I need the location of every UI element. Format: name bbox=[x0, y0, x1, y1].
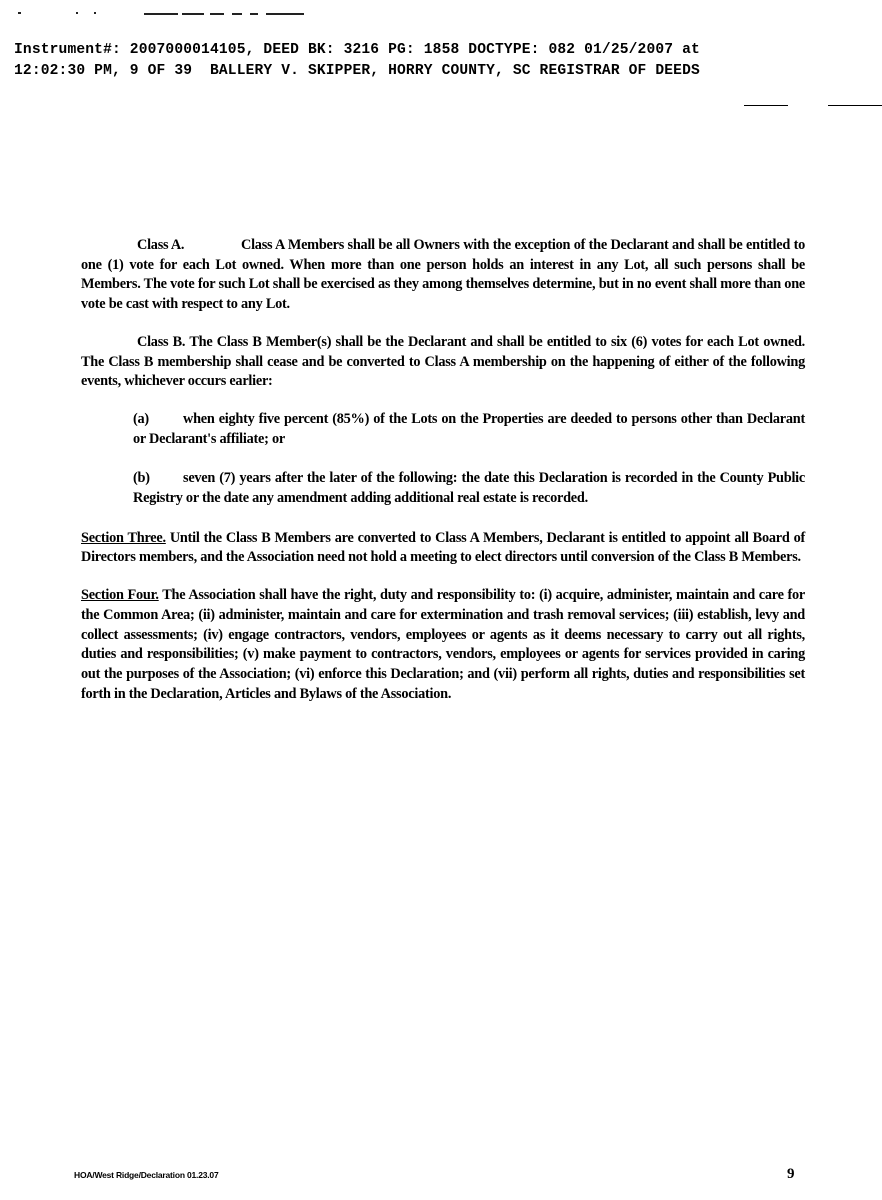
recording-stamp-line2: 12:02:30 PM, 9 OF 39 BALLERY V. SKIPPER, HORRY COUNTY, SC REGISTRAR OF DEEDS bbox=[14, 63, 700, 79]
class-a-text: Class A Members shall be all Owners with the exception of the Declarant and shall be entitled to one (1) vote for each Lot owned. When more than one person holds an interest in any Lot, all such persons shall be Members. The vote for such Lot shall be exercised as they among themselves determine, but in no event shall more than one vote be cast with respect to any Lot. bbox=[81, 237, 805, 313]
class-a-paragraph bbox=[81, 236, 805, 315]
class-b-paragraph bbox=[81, 333, 805, 392]
section-three-heading: Section Three. bbox=[81, 529, 166, 546]
page-number: 9 bbox=[787, 1166, 795, 1182]
event-text: seven (7) years after the later of the following: the date this Declaration is recorded in the County Public Registry or the date any amendment adding additional real estate is recorded. bbox=[133, 470, 805, 507]
class-b-event-a bbox=[133, 410, 805, 449]
event-text: when eighty five percent (85%) of the Lots on the Properties are deeded to persons other than Declarant or Declarant's affiliate; or bbox=[133, 410, 805, 447]
footer-file-label: HOA/West Ridge/Declaration 01.23.07 bbox=[74, 1170, 219, 1180]
event-marker: (a) bbox=[133, 410, 149, 427]
class-b-text: The Class B Member(s) shall be the Declarant and shall be entitled to six (6) votes for each Lot owned. The Class B membership shall cease and be converted to Class A membership on the happening of either of the following events, whichever occurs earlier: bbox=[81, 333, 805, 390]
document-body bbox=[81, 236, 805, 722]
class-a-heading: Class A. bbox=[137, 237, 185, 253]
class-b-heading: Class B. bbox=[137, 333, 186, 350]
recording-stamp-line1: Instrument#: 2007000014105, DEED BK: 3216 PG: 1858 DOCTYPE: 082 01/25/2007 at bbox=[14, 42, 700, 58]
recording-stamp bbox=[14, 40, 874, 82]
section-three-text: Until the Class B Members are converted to Class A Members, Declarant is entitled to appoint all Board of Directors members, and the Association need not hold a meeting to elect directors until conversion of the Class B Members. bbox=[81, 529, 805, 566]
class-b-event-b bbox=[133, 469, 805, 508]
event-marker: (b) bbox=[133, 470, 150, 487]
section-three-paragraph bbox=[81, 529, 805, 568]
section-four-paragraph bbox=[81, 586, 805, 704]
section-four-text: The Association shall have the right, duty and responsibility to: (i) acquire, administer, maintain and care for the Common Area; (ii) administer, maintain and care for extermination and trash removal services; (iii) establish, levy and collect assessments; (iv) engage contractors, vendors, employees or agents as it deems necessary to carry out all rights, duties and responsibilities; (v) make payment to contractors, vendors, employees or agents for services provided in caring out the purposes of the Association; (vi) enforce this Declaration; and (vii) perform all rights, duties and responsibilities set forth in the Declaration, Articles and Bylaws of the Association. bbox=[81, 587, 805, 702]
scan-rule-right bbox=[828, 105, 882, 106]
section-four-heading: Section Four. bbox=[81, 587, 159, 604]
scan-artifact bbox=[18, 12, 318, 18]
scan-rule-left bbox=[744, 105, 788, 106]
